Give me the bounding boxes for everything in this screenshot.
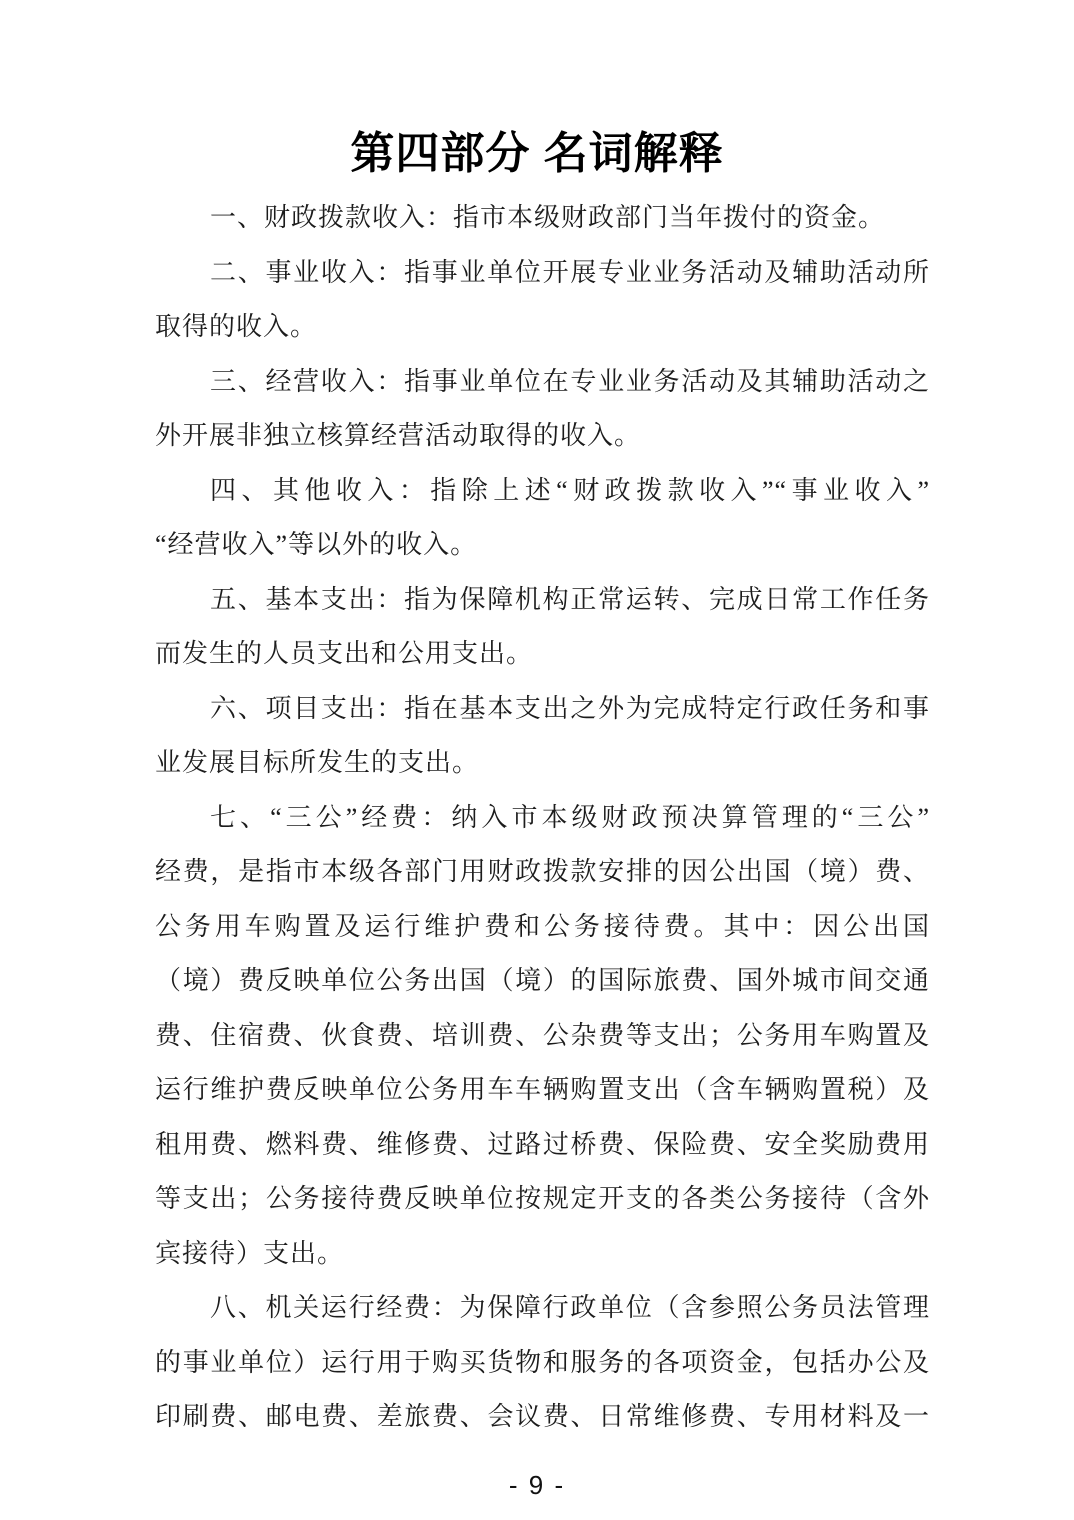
text-line: 业发展目标所发生的支出。 (155, 748, 480, 777)
text-line: 印刷费、邮电费、差旅费、会议费、日常维修费、专用材料及一 (155, 1402, 930, 1431)
text-line: 租用费、燃料费、维修费、过路过桥费、保险费、安全奖励费用 (155, 1129, 930, 1159)
text-line: 外开展非独立核算经营活动取得的收入。 (155, 421, 642, 450)
text-line: 五、基本支出：指为保障机构正常运转、完成日常工作任务 (210, 584, 930, 614)
text-line: 费、住宿费、伙食费、培训费、公杂费等支出；公务用车购置及 (155, 1020, 930, 1050)
text-line: 的事业单位）运行用于购买货物和服务的各项资金，包括办公及 (155, 1347, 930, 1377)
text-line: 七、“三公”经费：纳入市本级财政预决算管理的“三公” (210, 802, 930, 832)
text-line: 经费，是指市本级各部门用财政拨款安排的因公出国（境）费、 (155, 857, 930, 886)
text-line: 八、机关运行经费：为保障行政单位（含参照公务员法管理 (210, 1293, 930, 1322)
document-body (155, 191, 930, 1445)
text-line: 二、事业收入：指事业单位开展专业业务活动及辅助活动所 (210, 257, 930, 287)
text-line: （境）费反映单位公务出国（境）的国际旅费、国外城市间交通 (155, 966, 930, 995)
text-line: 四、其他收入：指除上述“财政拨款收入”“事业收入” (210, 475, 930, 505)
text-line: 六、项目支出：指在基本支出之外为完成特定行政任务和事 (210, 693, 930, 723)
text-line: 取得的收入。 (155, 312, 318, 341)
text-line: 公务用车购置及运行维护费和公务接待费。其中：因公出国 (155, 911, 930, 941)
page-title: 第四部分 名词解释 (350, 129, 724, 179)
text-line: 宾接待）支出。 (155, 1238, 345, 1268)
text-line: 等支出；公务接待费反映单位按规定开支的各类公务接待（含外 (155, 1184, 930, 1213)
text-line: 一、财政拨款收入：指市本级财政部门当年拨付的资金。 (210, 203, 886, 232)
text-line: 而发生的人员支出和公用支出。 (155, 639, 534, 668)
text-line: “经营收入”等以外的收入。 (155, 530, 478, 559)
text-line: 三、经营收入：指事业单位在专业业务活动及其辅助活动之 (210, 366, 930, 396)
page-number: - 9 - (508, 1470, 566, 1500)
text-line: 运行维护费反映单位公务用车车辆购置支出（含车辆购置税）及 (155, 1075, 930, 1104)
